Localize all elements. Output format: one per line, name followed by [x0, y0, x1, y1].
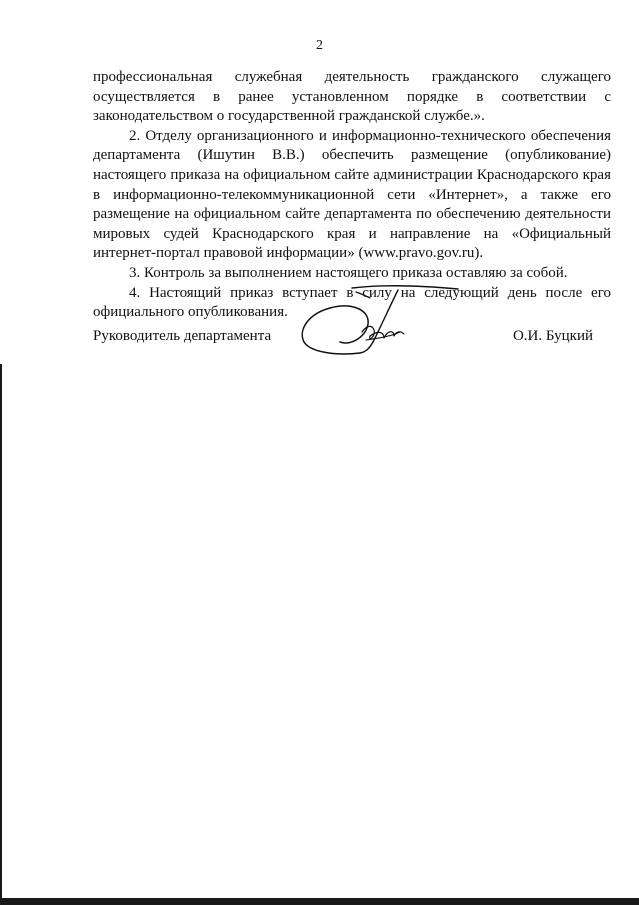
signer-title: Руководитель департамента	[93, 328, 272, 344]
paragraph-item-3: 3. Контроль за выполнением настоящего приказа оставляю за собой.	[129, 264, 568, 281]
signer-name: О.И. Буцкий	[512, 328, 593, 344]
paragraph-continuation: профессиональная служебная деятельность гражданского служащего осуществляется в ранее установленном порядке в соответствии с законодательством о государственной гражданской службе.».	[93, 69, 611, 125]
page-edge-bottom	[0, 898, 639, 905]
paragraph-item-2: 2. Отделу организационного и информационно-технического обеспечения департамента (Ишутин В.В.) обеспечить размещение (опубликование) настоящего приказа на официальном сайте администрации Краснодарского края в информационно-телекоммуникационной сети «Интернет», а также его размещение на официальном сайте департамента по обеспечению деятельности мировых судей Краснодарского края и направление на «Официальный интернет-портал правовой информации» (www.pravo.gov.ru).	[93, 127, 611, 262]
page-number: 2	[316, 38, 323, 53]
handwritten-signature	[296, 280, 466, 360]
page-edge-left	[0, 364, 2, 905]
paragraph-item-4: 4. Настоящий приказ вступает в силу на следующий день после его официального опубликования.	[93, 284, 611, 321]
